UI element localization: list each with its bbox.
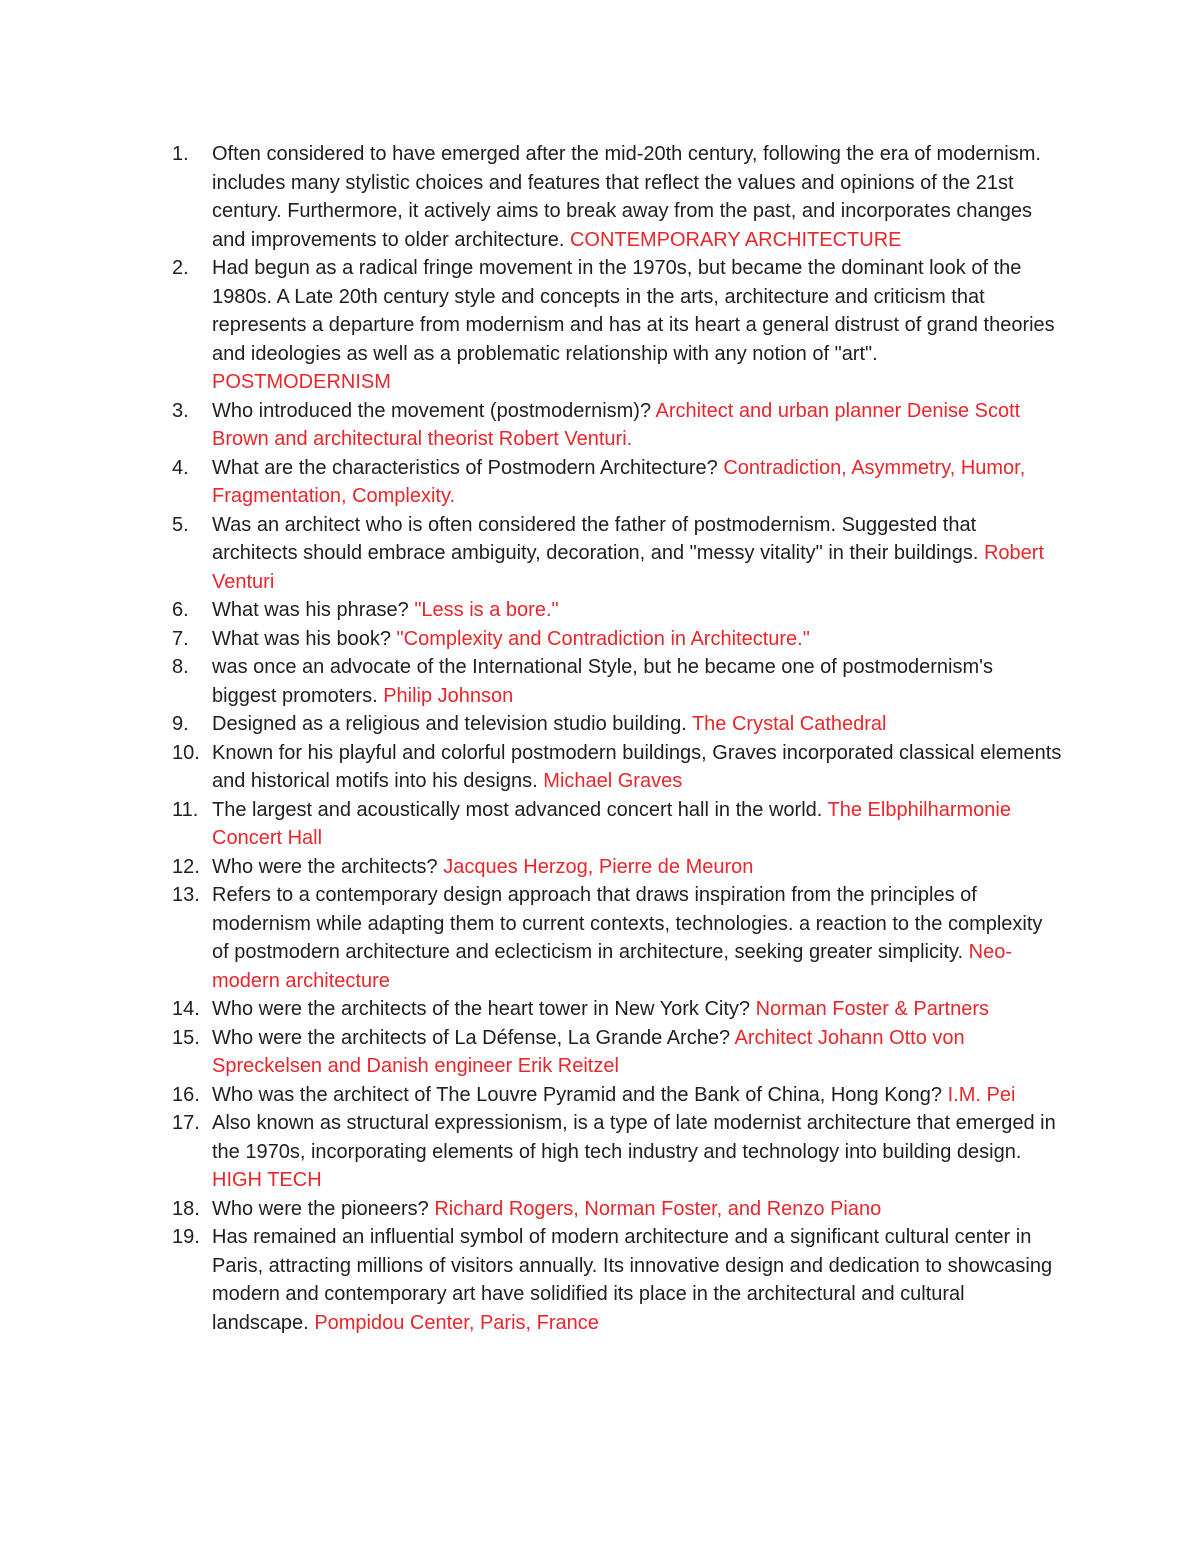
- item-question: Who were the architects?: [212, 855, 438, 878]
- item-question: was once an advocate of the International Style, but he became one of postmodernism's biggest promoters.: [212, 656, 993, 707]
- item-number: 5.: [172, 513, 189, 536]
- item-answer: Contradiction, Asymmetry, Humor, Fragmentation, Complexity.: [212, 456, 1026, 507]
- item-question: Has remained an influential symbol of modern architecture and a significant cultural center in Paris, attracting millions of visitors annually. Its innovative design and dedication to showcasing modern and contemporary art have solidified its place in the architectural and cultural landscape.: [212, 1226, 1053, 1334]
- question-list: [172, 140, 1062, 1337]
- list-item: [172, 710, 1062, 739]
- item-number: 2.: [172, 257, 189, 279]
- item-number: 4.: [172, 456, 189, 479]
- item-number: 3.: [172, 399, 189, 422]
- item-answer: "Less is a bore.": [414, 599, 559, 621]
- item-question: Had begun as a radical fringe movement in the 1970s, but became the dominant look of the 1980s. A Late 20th century style and concepts in the arts, architecture and criticism that represents a departure from modernism and has at its heart a general distrust of grand theories and ideologies as well as a problematic relationship with any notion of "art".: [212, 257, 1055, 365]
- item-answer: CONTEMPORARY ARCHITECTURE: [569, 228, 902, 251]
- item-number: 19.: [172, 1226, 200, 1248]
- list-item: [172, 140, 1062, 254]
- item-question: The largest and acoustically most advanced concert hall in the world.: [212, 798, 823, 821]
- item-number: 6.: [172, 599, 189, 621]
- list-item: [172, 254, 1062, 397]
- item-number: 7.: [172, 627, 189, 650]
- item-question: What are the characteristics of Postmodern Architecture?: [212, 456, 718, 479]
- item-answer: Richard Rogers, Norman Foster, and Renzo Piano: [434, 1197, 882, 1220]
- item-question: What was his book?: [212, 627, 391, 650]
- item-number: 11.: [172, 798, 199, 821]
- item-answer: Architect Johann Otto von Spreckelsen and Danish engineer Erik Reitzel: [212, 1026, 965, 1077]
- item-number: 15.: [172, 1026, 200, 1049]
- item-question: Often considered to have emerged after the mid-20th century, following the era of modernism. includes many stylistic choices and features that reflect the values and opinions of the 21st century. Furthermore, it actively aims to break away from the past, and incorporates changes and improvements to older architecture.: [212, 143, 1041, 251]
- item-answer: Michael Graves: [543, 770, 683, 792]
- list-item: [172, 995, 1062, 1024]
- list-item: [172, 454, 1062, 511]
- item-number: 18.: [172, 1197, 200, 1220]
- item-question: Also known as structural expressionism, is a type of late modernist architecture that emerged in the 1970s, incorporating elements of high tech industry and technology into building design.: [212, 1112, 1056, 1163]
- item-answer: Neo-modern architecture: [212, 941, 1012, 992]
- item-question: Who were the architects of La Défense, La Grande Arche?: [212, 1026, 731, 1049]
- item-answer: Jacques Herzog, Pierre de Meuron: [443, 855, 754, 878]
- item-number: 12.: [172, 855, 200, 878]
- list-item: [172, 1223, 1062, 1337]
- list-item: [172, 881, 1062, 995]
- item-answer: The Elbphilharmonie Concert Hall: [212, 798, 1011, 849]
- list-item: [172, 853, 1062, 882]
- list-item: [172, 397, 1062, 454]
- list-item: [172, 1081, 1062, 1110]
- item-number: 16.: [172, 1083, 200, 1106]
- item-answer: Philip Johnson: [383, 684, 514, 707]
- item-number: 9.: [172, 713, 189, 735]
- list-item: [172, 739, 1062, 796]
- item-question: Who were the architects of the heart tower in New York City?: [212, 998, 751, 1020]
- item-number: 10.: [172, 741, 200, 764]
- item-number: 13.: [172, 884, 200, 906]
- item-answer: The Crystal Cathedral: [691, 713, 887, 735]
- item-question: Who were the pioneers?: [212, 1197, 429, 1220]
- item-answer: Pompidou Center, Paris, France: [314, 1311, 599, 1334]
- item-answer: POSTMODERNISM: [212, 371, 391, 393]
- item-question: Refers to a contemporary design approach that draws inspiration from the principles of modernism while adapting them to current contexts, technologies. a reaction to the complexity of postmodern architecture and eclecticism in architecture, seeking greater simplicity.: [212, 884, 1043, 963]
- item-question: Was an architect who is often considered the father of postmodernism. Suggested that architects should embrace ambiguity, decoration, and "messy vitality" in their buildings.: [212, 513, 979, 564]
- item-answer: Architect and urban planner Denise Scott Brown and architectural theorist Robert Venturi.: [212, 399, 1021, 450]
- item-question: Who introduced the movement (postmodernism)?: [212, 399, 652, 422]
- item-answer: Norman Foster & Partners: [755, 998, 990, 1020]
- item-number: 8.: [172, 656, 189, 678]
- item-question: What was his phrase?: [212, 599, 409, 621]
- list-item: [172, 1109, 1062, 1195]
- item-question: Known for his playful and colorful postmodern buildings, Graves incorporated classical elements and historical motifs into his designs.: [212, 741, 1062, 792]
- item-answer: I.M. Pei: [947, 1083, 1016, 1106]
- list-item: [172, 596, 1062, 625]
- list-item: [172, 653, 1062, 710]
- item-answer: "Complexity and Contradiction in Architecture.": [396, 627, 810, 650]
- list-item: [172, 511, 1062, 597]
- item-number: 14.: [172, 998, 200, 1020]
- item-answer: HIGH TECH: [212, 1169, 322, 1191]
- item-number: 1.: [172, 143, 189, 165]
- list-item: [172, 1195, 1062, 1224]
- item-answer: Robert Venturi: [212, 542, 1045, 593]
- list-item: [172, 1024, 1062, 1081]
- item-question: Who was the architect of The Louvre Pyramid and the Bank of China, Hong Kong?: [212, 1083, 943, 1106]
- item-number: 17.: [172, 1112, 200, 1134]
- item-question: Designed as a religious and television studio building.: [212, 713, 687, 735]
- list-item: [172, 796, 1062, 853]
- list-item: [172, 625, 1062, 654]
